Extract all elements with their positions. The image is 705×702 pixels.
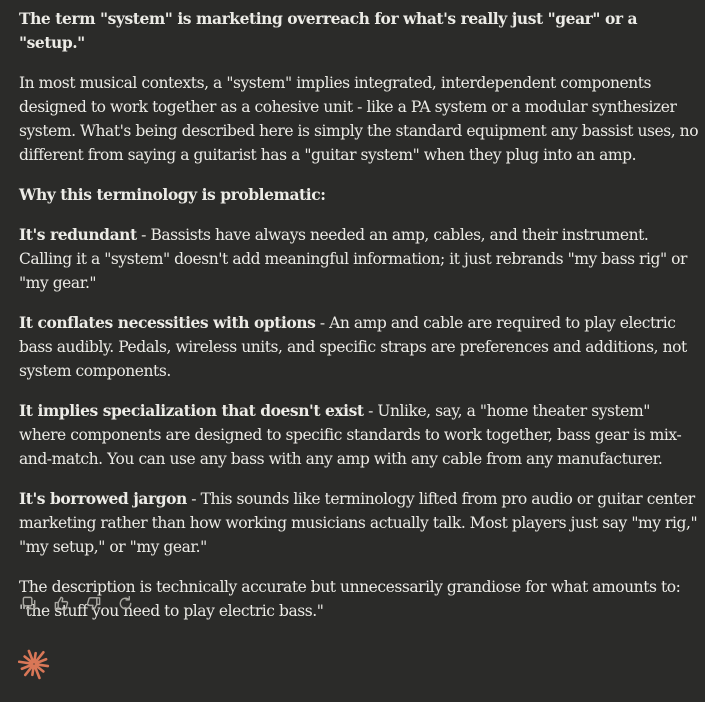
section-heading: Why this terminology is problematic: [19,185,326,204]
copy-button[interactable] [19,593,40,613]
response-conclusion: The description is technically accurate but unnecessarily grandiose for what amounts to: "the stuff you need to play electric bass." [19,578,681,620]
point-paragraph [19,223,699,295]
thumbs-down-button[interactable] [83,593,104,613]
response-intro: In most musical contexts, a "system" implies integrated, interdependent components designed to work together as a cohesive unit - like a PA system or a modular synthesizer system. What's being described here is simply the standard equipment any bassist uses, no different from saying a guitarist has a "guitar system" when they plug into an amp. [19,74,699,164]
point-paragraph [19,311,699,383]
point-text: - Bassists have always needed an amp, cables, and their instrument. Calling it a "system" doesn't add meaningful information; it just rebrands "my bass rig" or "my gear." [19,226,687,292]
response-title: The term "system" is marketing overreach for what's really just "gear" or a "setup." [19,9,638,52]
retry-icon [117,595,134,612]
thumbs-down-icon [85,595,102,612]
retry-button[interactable] [115,593,136,613]
sparkle-logo-icon [18,648,50,680]
point-text: - An amp and cable are required to play electric bass audibly. Pedals, wireless units, and specific straps are preferences and additions, not system components. [19,314,687,380]
point-lead: It implies specialization that doesn't exist [19,401,364,420]
point-text: - This sounds like terminology lifted from pro audio or guitar center marketing rather than how working musicians actually talk. Most players just say "my rig," "my setup," or "my gear." [19,490,698,556]
thumbs-up-icon [53,595,70,612]
message-actions [19,593,136,613]
point-text: - Unlike, say, a "home theater system" where components are designed to specific standards to work together, bass gear is mix-and-match. You can use any bass with any amp with any cable from any manufacturer. [19,402,682,468]
point-lead: It's redundant [19,225,137,244]
point-paragraph [19,487,699,559]
thumbs-up-button[interactable] [51,593,72,613]
point-lead: It's borrowed jargon [19,489,187,508]
copy-icon [21,595,38,612]
assistant-message [19,7,699,639]
point-lead: It conflates necessities with options [19,313,316,332]
point-paragraph [19,399,699,471]
